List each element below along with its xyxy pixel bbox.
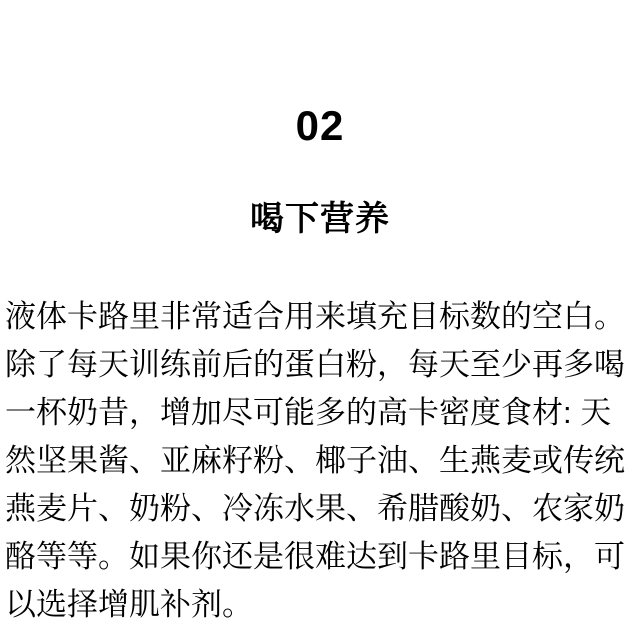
body-line: 燕麦片、奶粉、冷冻水果、希腊酸奶、农家奶 <box>5 491 625 526</box>
body-line: 酪等等。如果你还是很难达到卡路里目标，可 <box>5 539 625 574</box>
body-line: 一杯奶昔，增加尽可能多的高卡密度食材: 天 <box>5 395 612 430</box>
section-number: 02 <box>295 102 345 149</box>
body-paragraph <box>0 293 640 628</box>
body-line: 以选择增肌补剂。 <box>5 587 253 622</box>
body-line: 然坚果酱、亚麻籽粉、椰子油、生燕麦或传统 <box>5 443 625 478</box>
section-title: 喝下营养 <box>250 200 390 238</box>
body-line: 除了每天训练前后的蛋白粉，每天至少再多喝 <box>5 347 625 382</box>
body-line: 液体卡路里非常适合用来填充目标数的空白。 <box>5 299 625 334</box>
